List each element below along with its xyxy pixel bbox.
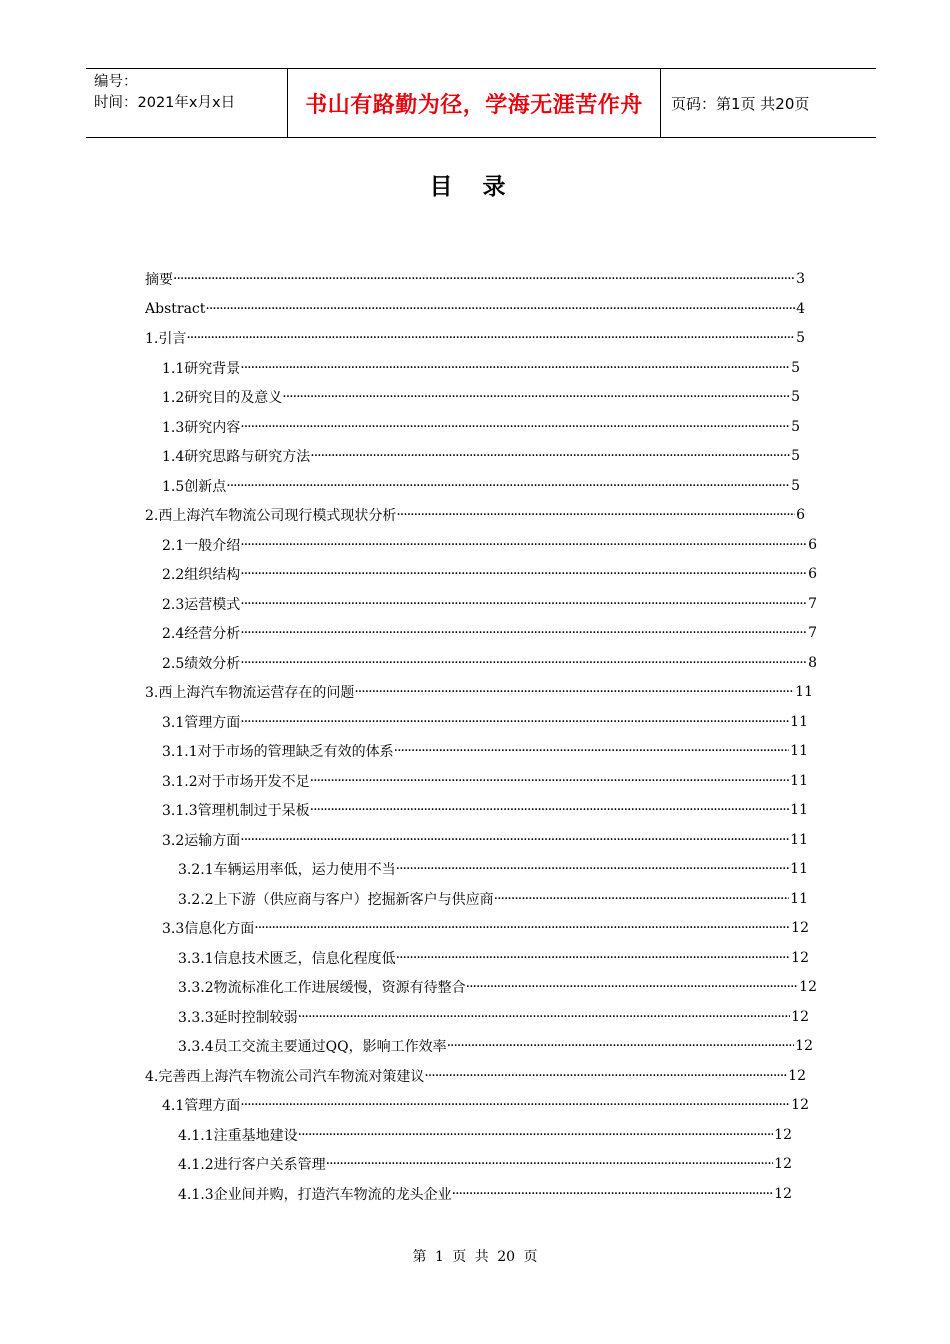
- toc-page: 5: [791, 418, 800, 435]
- toc-label: 2.3运营模式: [162, 596, 241, 613]
- toc-item[interactable]: [145, 1061, 806, 1091]
- toc-leader: [396, 507, 795, 523]
- toc-page: 5: [796, 330, 805, 346]
- toc-page: 6: [808, 536, 817, 553]
- toc-page: 11: [790, 890, 808, 907]
- toc-page: 11: [790, 713, 808, 730]
- toc-leader: [466, 979, 799, 995]
- toc-leader: [396, 950, 791, 966]
- toc-label: 4.1.3企业间并购，打造汽车物流的龙头企业: [178, 1186, 452, 1203]
- toc-page: 12: [791, 949, 809, 966]
- toc-leader: [186, 330, 795, 346]
- toc-page: 5: [791, 477, 800, 494]
- page-footer: 第 1 页 共 20 页: [412, 1249, 538, 1265]
- toc-page: 12: [791, 920, 809, 936]
- toc-page: 11: [790, 743, 808, 759]
- toc-label: 3.2运输方面: [162, 832, 241, 849]
- toc-label: 4.1.1注重基地建设: [178, 1127, 298, 1144]
- toc-item[interactable]: [162, 530, 817, 560]
- toc-item[interactable]: [162, 766, 808, 796]
- toc-label: 4.1管理方面: [162, 1098, 241, 1114]
- header-meta: [86, 69, 288, 137]
- toc-page: 11: [790, 861, 808, 877]
- toc-label: 3.1.3管理机制过于呆板: [162, 803, 310, 819]
- toc-leader: [394, 743, 790, 759]
- toc-label: 2.1一般介绍: [162, 537, 241, 554]
- toc-leader: [205, 301, 795, 317]
- toc-label: 3.3信息化方面: [162, 921, 255, 937]
- page-header: [86, 68, 876, 138]
- toc-item[interactable]: [145, 294, 805, 324]
- toc-label: 3.1.2对于市场开发不足: [162, 773, 310, 790]
- toc-label: 3.1管理方面: [162, 714, 241, 731]
- toc-item[interactable]: [178, 943, 809, 973]
- toc-label: 2.4经营分析: [162, 626, 241, 642]
- toc-label: 3.3.3延时控制较弱: [178, 1009, 298, 1026]
- toc-leader: [173, 271, 795, 287]
- toc-leader: [298, 1127, 774, 1143]
- toc-label: 1.引言: [145, 331, 187, 347]
- toc-page: 12: [774, 1156, 792, 1172]
- toc-leader: [254, 920, 790, 936]
- toc-page: 11: [790, 802, 808, 818]
- toc-leader: [494, 891, 790, 907]
- toc-item[interactable]: [145, 264, 805, 294]
- toc-leader: [240, 625, 807, 641]
- toc-label: 2.2组织结构: [162, 567, 241, 583]
- toc-label: 3.2.1车辆运用率低，运力使用不当: [178, 862, 396, 878]
- toc-item[interactable]: [162, 1090, 809, 1120]
- toc-item[interactable]: [178, 1149, 792, 1179]
- toc-item[interactable]: [178, 1002, 809, 1032]
- toc-leader: [310, 448, 790, 464]
- time-label: 时间：2021年x月x日: [94, 95, 236, 111]
- toc-page: 5: [791, 359, 800, 376]
- toc-item[interactable]: [145, 677, 813, 707]
- toc-leader: [310, 802, 790, 818]
- toc-label: 1.4研究思路与研究方法: [162, 449, 311, 465]
- page-title: 目录: [429, 174, 536, 200]
- toc-page: 5: [791, 448, 800, 464]
- toc-page: 7: [808, 595, 817, 612]
- toc-leader: [240, 596, 807, 612]
- toc-label: 摘要: [145, 272, 173, 288]
- toc-leader: [240, 360, 790, 376]
- toc-item[interactable]: [162, 353, 800, 383]
- toc-label: 3.1.1对于市场的管理缺乏有效的体系: [162, 744, 394, 760]
- toc-item[interactable]: [162, 825, 808, 855]
- toc-page: 5: [791, 389, 800, 405]
- toc-item[interactable]: [145, 500, 805, 530]
- header-motto: 书山有路勤为径，学海无涯苦作舟: [288, 69, 661, 137]
- toc-item[interactable]: [178, 1120, 792, 1150]
- toc-label: 1.5创新点: [162, 478, 227, 495]
- toc-page: 8: [808, 654, 817, 671]
- toc-page: 12: [795, 1038, 813, 1054]
- toc-item[interactable]: [178, 1031, 813, 1061]
- toc-label: 3.3.1信息技术匮乏，信息化程度低: [178, 950, 396, 967]
- toc-page: 12: [774, 1126, 792, 1143]
- toc-page: 6: [796, 507, 805, 523]
- toc-page: 12: [788, 1067, 806, 1084]
- toc-page: 6: [808, 566, 817, 582]
- toc-page: 7: [808, 625, 817, 641]
- toc-label: 1.1研究背景: [162, 360, 241, 377]
- number-label: 编号：: [94, 74, 138, 90]
- toc-item[interactable]: [162, 412, 800, 442]
- toc-leader: [298, 1009, 791, 1025]
- toc-leader: [282, 389, 790, 405]
- toc-label: 3.3.2物流标准化工作进展缓慢，资源有待整合: [178, 980, 466, 996]
- toc-page: 12: [791, 1097, 809, 1113]
- toc-page: 11: [795, 684, 813, 700]
- toc-item[interactable]: [178, 884, 808, 914]
- toc-item[interactable]: [162, 648, 817, 678]
- toc-leader: [240, 537, 807, 553]
- toc-leader: [396, 861, 790, 877]
- toc-item[interactable]: [145, 323, 805, 353]
- toc-item[interactable]: [162, 382, 800, 412]
- toc-page: 3: [796, 271, 805, 287]
- toc-item[interactable]: [162, 913, 809, 943]
- toc-item[interactable]: [178, 854, 808, 884]
- toc-item[interactable]: [178, 1179, 792, 1209]
- toc-label: 2.西上海汽车物流公司现行模式现状分析: [145, 508, 397, 524]
- toc-label: Abstract: [145, 300, 206, 317]
- toc-leader: [226, 478, 790, 494]
- toc-leader: [240, 419, 790, 435]
- toc-item[interactable]: [178, 972, 817, 1002]
- toc-label: 3.3.4员工交流主要通过QQ，影响工作效率: [178, 1039, 447, 1055]
- toc-page: 12: [791, 1008, 809, 1025]
- toc-leader: [240, 566, 807, 582]
- toc-item[interactable]: [162, 441, 800, 471]
- toc-leader: [310, 773, 790, 789]
- header-page-info: 页码：第1页 共20页: [671, 94, 810, 113]
- toc-page: 12: [774, 1185, 792, 1202]
- toc-label: 4.完善西上海汽车物流公司汽车物流对策建议: [145, 1068, 425, 1085]
- toc-leader: [240, 1097, 790, 1113]
- toc-label: 3.2.2上下游（供应商与客户）挖掘新客户与供应商: [178, 891, 494, 908]
- toc-leader: [240, 714, 789, 730]
- toc-leader: [447, 1038, 795, 1054]
- toc-leader: [240, 655, 807, 671]
- toc-page: 11: [790, 831, 808, 848]
- toc-leader: [354, 684, 794, 700]
- toc-leader: [326, 1156, 774, 1172]
- toc-label: 4.1.2进行客户关系管理: [178, 1157, 326, 1173]
- toc-item[interactable]: [162, 471, 800, 501]
- toc-label: 1.3研究内容: [162, 419, 241, 436]
- toc-label: 3.西上海汽车物流运营存在的问题: [145, 685, 355, 701]
- toc-label: 2.5绩效分析: [162, 655, 241, 672]
- toc-label: 1.2研究目的及意义: [162, 390, 283, 406]
- toc-leader: [452, 1186, 774, 1202]
- toc-item[interactable]: [162, 559, 817, 589]
- toc-item[interactable]: [162, 589, 817, 619]
- toc-leader: [424, 1068, 787, 1084]
- toc-item[interactable]: [162, 795, 808, 825]
- toc-leader: [240, 832, 789, 848]
- toc-page: 11: [790, 772, 808, 789]
- toc-item[interactable]: [162, 736, 808, 766]
- toc-item[interactable]: [162, 618, 817, 648]
- toc-item[interactable]: [162, 707, 808, 737]
- toc-page: 12: [799, 979, 817, 995]
- toc-page: 4: [796, 300, 805, 317]
